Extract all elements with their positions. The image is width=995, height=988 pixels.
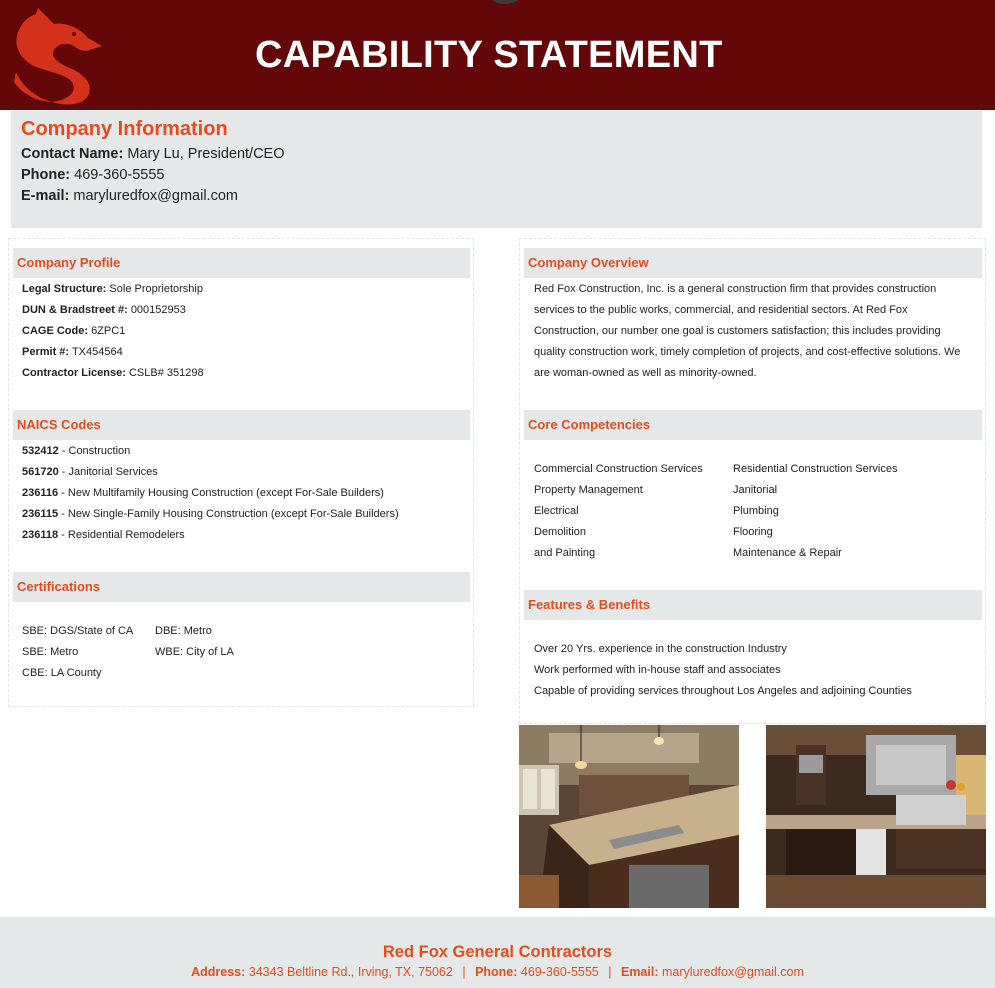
competency-item: Electrical bbox=[534, 505, 579, 517]
profile-item bbox=[22, 363, 204, 384]
contact-name-label: Contact Name: bbox=[21, 146, 124, 162]
certification-item: CBE: LA County bbox=[22, 667, 102, 679]
certification-item: SBE: Metro bbox=[22, 646, 79, 658]
profile-value: TX454564 bbox=[71, 346, 123, 358]
header-banner bbox=[0, 0, 995, 110]
footer-contact-line bbox=[0, 965, 995, 979]
naics-code: 236118 bbox=[22, 529, 59, 541]
email-row bbox=[21, 186, 972, 207]
profile-label: CAGE Code: bbox=[22, 325, 88, 337]
naics-code: 532412 bbox=[22, 445, 59, 457]
fox-logo-icon bbox=[8, 2, 104, 106]
profile-item bbox=[22, 321, 204, 342]
contact-name-row bbox=[21, 144, 972, 165]
certifications-col-2 bbox=[155, 621, 234, 684]
footer bbox=[0, 917, 995, 988]
competency-item: Maintenance & Repair bbox=[733, 547, 842, 559]
competency-item: Residential Construction Services bbox=[733, 463, 898, 475]
email-label: E-mail: bbox=[21, 188, 70, 204]
company-profile-heading: Company Profile bbox=[13, 248, 470, 278]
company-information-section bbox=[11, 111, 982, 228]
profile-value: 6ZPC1 bbox=[91, 325, 126, 337]
naics-desc: - Janitorial Services bbox=[58, 466, 158, 478]
naics-desc: - Construction bbox=[58, 445, 131, 457]
certifications-col-1 bbox=[22, 621, 155, 684]
footer-address-label: Address: bbox=[191, 965, 246, 979]
phone-row bbox=[21, 165, 972, 186]
certification-item: DBE: Metro bbox=[155, 625, 212, 637]
email-value: maryluredfox@gmail.com bbox=[73, 188, 238, 204]
profile-label: Legal Structure: bbox=[22, 283, 107, 295]
profile-item bbox=[22, 279, 204, 300]
naics-desc: - New Multifamily Housing Construction (except For-Sale Builders) bbox=[58, 487, 384, 499]
feature-item: Over 20 Yrs. experience in the construction Industry bbox=[534, 643, 787, 655]
footer-phone-label: Phone: bbox=[475, 965, 518, 979]
certifications-heading: Certifications bbox=[13, 572, 470, 602]
profile-value: CSLB# 351298 bbox=[128, 367, 204, 379]
naics-item bbox=[22, 525, 399, 546]
profile-label: Permit #: bbox=[22, 346, 70, 358]
competencies-col-1 bbox=[534, 459, 733, 564]
right-panel bbox=[519, 238, 986, 724]
competencies-col-2 bbox=[733, 459, 897, 564]
contact-name-value: Mary Lu, President/CEO bbox=[127, 146, 285, 162]
footer-phone-value: 469-360-5555 bbox=[520, 965, 599, 979]
naics-codes-list bbox=[22, 441, 399, 546]
competency-item: Demolition bbox=[534, 526, 586, 538]
kitchen-photo-2 bbox=[766, 725, 986, 908]
phone-value: 469-360-5555 bbox=[74, 167, 165, 183]
feature-item: Capable of providing services throughout Los Angeles and adjoining Counties bbox=[534, 685, 912, 697]
profile-item bbox=[22, 300, 204, 321]
company-overview-text: Red Fox Construction, Inc. is a general construction firm that provides construction services to the public works, commercial, and residential sectors. At Red Fox Construction, our number one goal is customers satisfaction; this includes providing quality construction work, timely completion of projects, and cost-effective solutions. We are woman-owned as well as minority-owned. bbox=[534, 283, 961, 379]
naics-code: 236116 bbox=[22, 487, 59, 499]
naics-item bbox=[22, 462, 399, 483]
competency-item: Flooring bbox=[733, 526, 773, 538]
profile-item bbox=[22, 342, 204, 363]
left-panel bbox=[8, 238, 474, 707]
footer-email-value: maryluredfox@gmail.com bbox=[661, 965, 804, 979]
naics-codes-heading: NAICS Codes bbox=[13, 410, 470, 440]
naics-code: 561720 bbox=[22, 466, 59, 478]
naics-item bbox=[22, 483, 399, 504]
feature-item: Work performed with in-house staff and associates bbox=[534, 664, 781, 676]
certification-item: WBE: City of LA bbox=[155, 646, 234, 658]
profile-label: DUN & Bradstreet #: bbox=[22, 304, 128, 316]
competency-item: and Painting bbox=[534, 547, 596, 559]
features-benefits-heading: Features & Benefits bbox=[524, 590, 982, 620]
competency-item: Property Management bbox=[534, 484, 643, 496]
naics-code: 236115 bbox=[22, 508, 59, 520]
company-profile-list bbox=[22, 279, 204, 384]
footer-address-value: 34343 Beltline Rd., Irving, TX, 75062 bbox=[248, 965, 453, 979]
footer-email-label: Email: bbox=[620, 965, 659, 979]
competency-item: Plumbing bbox=[733, 505, 779, 517]
profile-value: Sole Proprietorship bbox=[109, 283, 203, 295]
naics-desc: - Residential Remodelers bbox=[58, 529, 185, 541]
header-notch bbox=[490, 0, 520, 4]
page-title: CAPABILITY STATEMENT bbox=[255, 34, 723, 76]
company-information-heading: Company Information bbox=[21, 118, 228, 140]
certifications-list bbox=[22, 621, 234, 684]
footer-separator: | bbox=[462, 965, 466, 979]
naics-item bbox=[22, 441, 399, 462]
features-benefits-list bbox=[534, 639, 974, 702]
core-competencies-list bbox=[534, 459, 897, 564]
certification-item: SBE: DGS/State of CA bbox=[22, 625, 134, 637]
competency-item: Janitorial bbox=[733, 484, 778, 496]
kitchen-photo-1 bbox=[519, 725, 739, 908]
profile-label: Contractor License: bbox=[22, 367, 126, 379]
footer-company-name: Red Fox General Contractors bbox=[382, 943, 613, 961]
competency-item: Commercial Construction Services bbox=[534, 463, 703, 475]
profile-value: 000152953 bbox=[130, 304, 186, 316]
core-competencies-heading: Core Competencies bbox=[524, 410, 982, 440]
footer-separator: | bbox=[608, 965, 612, 979]
naics-item bbox=[22, 504, 399, 525]
company-overview-heading: Company Overview bbox=[524, 248, 982, 278]
naics-desc: - New Single-Family Housing Construction (except For-Sale Builders) bbox=[58, 508, 399, 520]
phone-label: Phone: bbox=[21, 167, 71, 183]
